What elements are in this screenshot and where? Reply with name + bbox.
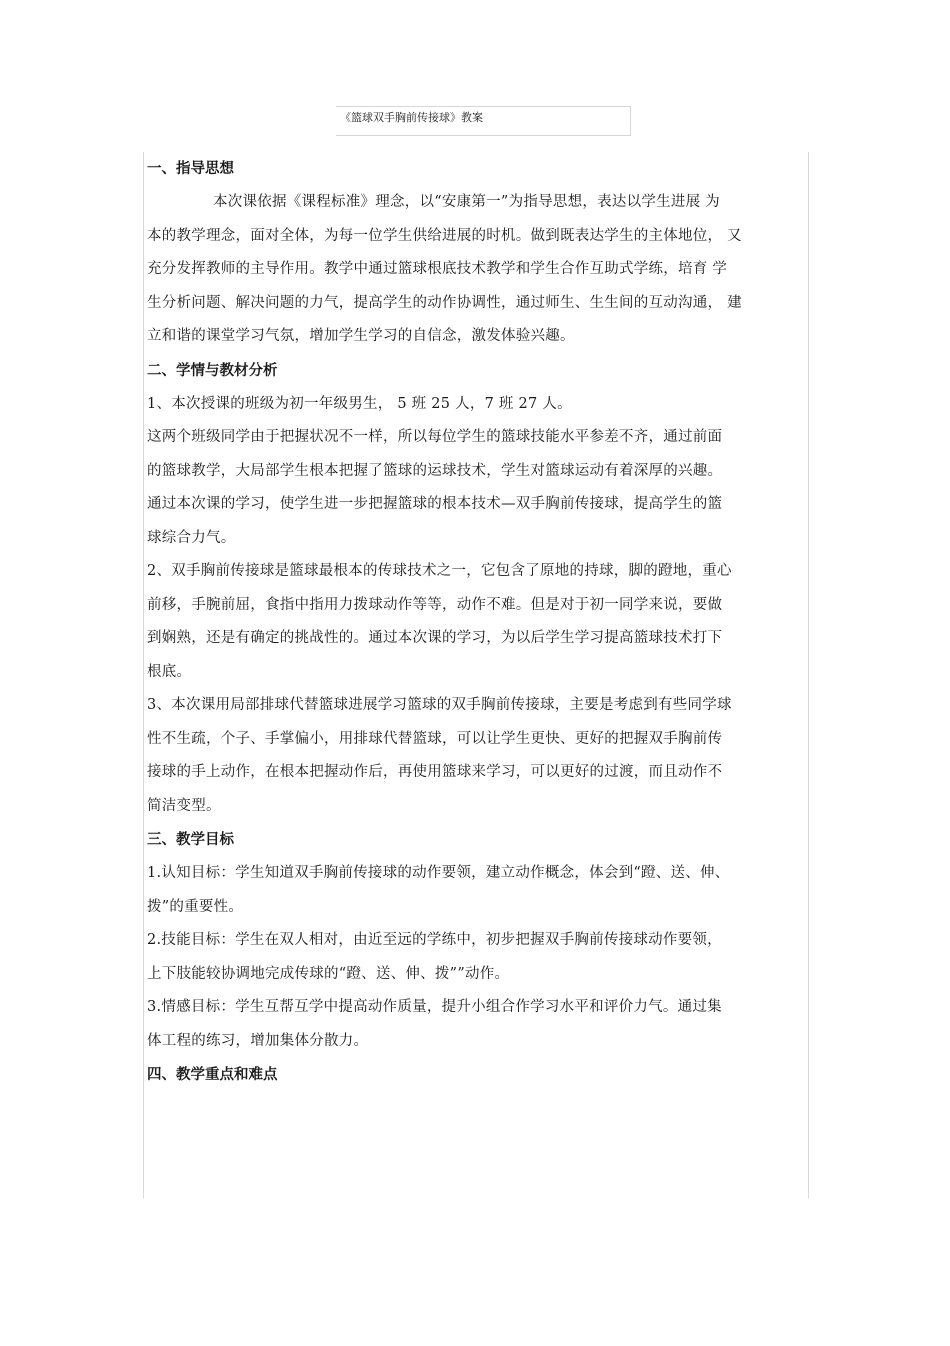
- section-heading: 一、指导思想: [147, 161, 234, 177]
- text-line: 拨”的重要性。: [147, 898, 244, 915]
- title-box: [336, 106, 631, 136]
- text-line: 接球的手上动作，在根本把握动作后，再使用篮球来学习，可以更好的过渡，而且动作不: [147, 764, 723, 780]
- paragraph: [147, 857, 819, 924]
- text-line: 2、双手胸前传接球是篮球最根本的传球技术之一，它包含了原地的持球，脚的蹬地，重心: [147, 563, 732, 579]
- text-line: 性不生疏，个子、手掌偏小，用排球代替篮球，可以让学生更快、更好的把握双手胸前传: [147, 730, 723, 747]
- paragraph: [147, 689, 819, 823]
- section-heading: 三、教学目标: [147, 832, 234, 848]
- paragraph: [147, 991, 819, 1058]
- paragraph: [147, 388, 819, 556]
- section-heading: 四、教学重点和难点: [147, 1067, 278, 1083]
- text-line: 生分析问题、解决问题的力气，提高学生的动作协调性，通过师生、生生间的互动沟通， 建: [147, 294, 742, 311]
- text-line: 通过本次课的学习，使学生进一步把握篮球的根本技术—双手胸前传接球，提高学生的篮: [147, 496, 723, 512]
- text-line: 本次课依据《课程标准》理念，以“安康第一”为指导思想，表达以学生进展 为: [213, 194, 720, 210]
- text-line: 3.情感目标：学生互帮互学中提高动作质量，提升小组合作学习水平和评价力气。通过集: [147, 999, 722, 1015]
- text-line: 到娴熟，还是有确定的挑战性的。通过本次课的学习，为以后学生学习提高篮球技术打下: [147, 630, 723, 646]
- text-line: 的篮球教学，大局部学生根本把握了篮球的运球技术，学生对篮球运动有着深厚的兴趣。: [147, 462, 723, 479]
- text-line: 1.认知目标：学生知道双手胸前传接球的动作要领，建立动作概念，体会到“蹬、送、伸、: [147, 865, 730, 881]
- paragraph: [147, 555, 819, 689]
- text-line: 上下肢能较协调地完成传球的“蹬、送、伸、拨””动作。: [147, 965, 510, 982]
- document-title: 《篮球双手胸前传接球》教案: [340, 111, 483, 124]
- text-line: 3、本次课用局部排球代替篮球进展学习篮球的双手胸前传接球，主要是考虑到有些同学球: [147, 697, 732, 713]
- text-line: 立和谐的课堂学习气氛，增加学生学习的自信念，激发体验兴趣。: [147, 328, 575, 344]
- text-line: 2.技能目标：学生在双人相对，由近至远的学练中，初步把握双手胸前传接球动作要领，: [147, 932, 722, 948]
- text-line: 简洁变型。: [147, 797, 221, 814]
- text-line: 这两个班级同学由于把握状况不一样，所以每位学生的篮球技能水平参差不齐，通过前面: [147, 429, 723, 445]
- text-line: 体工程的练习，增加集体分散力。: [147, 1032, 369, 1049]
- text-line: 本的教学理念，面对全体，为每一位学生供给进展的时机。做到既表达学生的主体地位， 又: [147, 227, 742, 244]
- document-body: [147, 152, 819, 1092]
- text-line: 前移，手腕前屈，食指中指用力拨球动作等等，动作不难。但是对于初一同学来说，要做: [147, 596, 723, 613]
- text-line: 根底。: [147, 663, 192, 680]
- text-line: 球综合力气。: [147, 529, 236, 546]
- text-line: 充分发挥教师的主导作用。教学中通过篮球根底技术教学和学生合作互助式学练，培育 学: [147, 261, 728, 277]
- content-box: [143, 152, 809, 1198]
- paragraph: [147, 186, 819, 354]
- text-line: 1、本次授课的班级为初一年级男生， 5 班 25 人，7 班 27 人。: [147, 395, 572, 412]
- section-heading: 二、学情与教材分析: [147, 362, 278, 379]
- paragraph: [147, 924, 819, 991]
